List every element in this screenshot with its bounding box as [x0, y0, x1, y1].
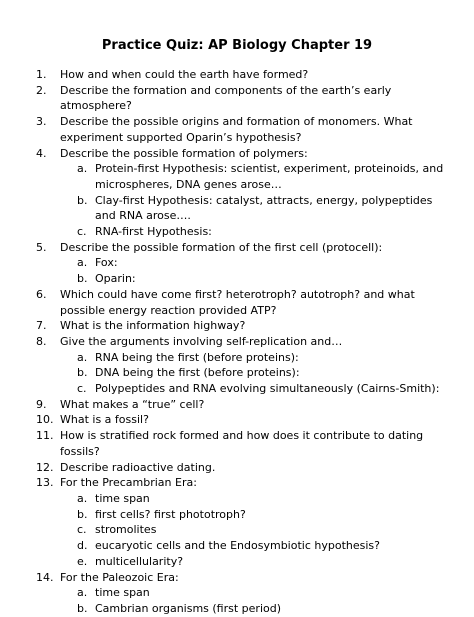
- sub-question-text: Protein-first Hypothesis: scientist, experiment, proteinoids, and microspheres, DNA genes arose…: [95, 162, 444, 191]
- sub-question-letter: a.: [77, 491, 88, 505]
- question-number: 6.: [36, 287, 47, 301]
- sub-question-text: Fox:: [95, 256, 118, 270]
- question-text: What is a fossil?: [60, 413, 149, 427]
- sub-question-letter: a.: [77, 586, 88, 600]
- sub-question-text: RNA-first Hypothesis:: [95, 225, 212, 239]
- question-text: How is stratified rock formed and how does it contribute to dating fossils?: [60, 429, 424, 458]
- question-item: [0, 318, 450, 334]
- sub-question-letter: e.: [77, 554, 88, 568]
- question-text: Describe the formation and components of the earth’s early atmosphere?: [60, 83, 392, 113]
- sub-question-letter: a.: [77, 350, 88, 364]
- question-number: 7.: [36, 319, 47, 333]
- sub-question-text: stromolites: [95, 523, 157, 537]
- question-item: [0, 146, 450, 162]
- question-text: For the Precambrian Era:: [60, 476, 197, 490]
- question-text: Which could have come first? heterotroph? autotroph? and what possible energy reaction provided ATP?: [60, 287, 415, 317]
- question-text: Describe radioactive dating.: [60, 460, 216, 474]
- sub-question-text: Polypeptides and RNA evolving simultaneously (Cairns-Smith):: [95, 382, 440, 396]
- sub-question-letter: a.: [77, 162, 88, 176]
- question-text: Describe the possible formation of the first cell (protocell):: [60, 240, 383, 254]
- question-text: What is the information highway?: [60, 319, 246, 333]
- sub-question-text: Clay-first Hypothesis: catalyst, attracts, energy, polypeptides and RNA arose….: [95, 193, 433, 223]
- question-number: 11.: [36, 429, 54, 443]
- question-number: 8.: [36, 334, 47, 348]
- question-number: 10.: [36, 413, 54, 427]
- question-item: [0, 428, 450, 459]
- question-item: [0, 83, 450, 114]
- sub-question-letter: b.: [77, 366, 88, 380]
- sub-question-item: [0, 601, 450, 617]
- question-text: What makes a “true” cell?: [60, 397, 205, 411]
- question-list: [0, 67, 474, 617]
- question-item: [0, 570, 450, 586]
- sub-question-item: [0, 491, 450, 507]
- sub-question-text: Oparin:: [95, 272, 136, 286]
- question-number: 12.: [36, 460, 54, 474]
- sub-question-letter: b.: [77, 272, 88, 286]
- sub-question-item: [0, 554, 450, 570]
- question-number: 1.: [36, 68, 47, 81]
- page-title: Practice Quiz: AP Biology Chapter 19: [101, 38, 373, 53]
- question-item: [0, 334, 450, 350]
- sub-question-text: DNA being the first (before proteins):: [95, 366, 300, 380]
- sub-question-item: [0, 381, 450, 397]
- sub-question-letter: c.: [77, 225, 87, 239]
- question-item: [0, 240, 450, 256]
- sub-question-letter: b.: [77, 601, 88, 615]
- sub-question-letter: b.: [77, 193, 88, 207]
- sub-question-item: [0, 224, 450, 240]
- question-number: 3.: [36, 115, 47, 129]
- question-text: For the Paleozoic Era:: [60, 570, 179, 584]
- sub-question-letter: d.: [77, 539, 88, 553]
- question-item: [0, 412, 450, 428]
- sub-question-letter: a.: [77, 256, 88, 270]
- sub-question-text: eucaryotic cells and the Endosymbiotic hypothesis?: [95, 539, 380, 553]
- sub-question-letter: c.: [77, 382, 87, 396]
- question-number: 13.: [36, 476, 54, 490]
- question-number: 5.: [36, 240, 47, 254]
- sub-question-letter: c.: [77, 523, 87, 537]
- sub-question-text: RNA being the first (before proteins):: [95, 350, 299, 364]
- question-number: 2.: [36, 83, 47, 97]
- question-item: [0, 67, 450, 83]
- sub-question-item: [0, 538, 450, 554]
- sub-question-text: first cells? first phototroph?: [95, 507, 246, 521]
- sub-question-item: [0, 350, 450, 366]
- question-text: Describe the possible origins and formation of monomers. What experiment supported Oparin’s hypothesis?: [60, 115, 413, 144]
- sub-question-item: [0, 255, 450, 271]
- sub-question-text: Cambrian organisms (first period): [95, 601, 282, 615]
- question-text: Describe the possible formation of polymers:: [60, 146, 308, 160]
- question-item: [0, 397, 450, 413]
- question-item: [0, 287, 450, 318]
- question-number: 14.: [36, 570, 54, 584]
- question-item: [0, 460, 450, 476]
- question-number: 4.: [36, 146, 47, 160]
- question-number: 9.: [36, 397, 47, 411]
- sub-question-text: time span: [95, 491, 150, 505]
- sub-question-item: [0, 585, 450, 601]
- sub-question-item: [0, 365, 450, 381]
- question-item: [0, 114, 450, 145]
- question-item: [0, 475, 450, 491]
- sub-question-text: multicellularity?: [95, 554, 184, 568]
- sub-question-text: time span: [95, 586, 150, 600]
- sub-question-item: [0, 522, 450, 538]
- question-text: How and when could the earth have formed?: [60, 68, 309, 81]
- sub-question-item: [0, 507, 450, 523]
- sub-question-letter: b.: [77, 507, 88, 521]
- sub-question-item: [0, 193, 450, 224]
- sub-question-item: [0, 271, 450, 287]
- question-text: Give the arguments involving self-replication and…: [60, 334, 343, 348]
- sub-question-item: [0, 161, 450, 192]
